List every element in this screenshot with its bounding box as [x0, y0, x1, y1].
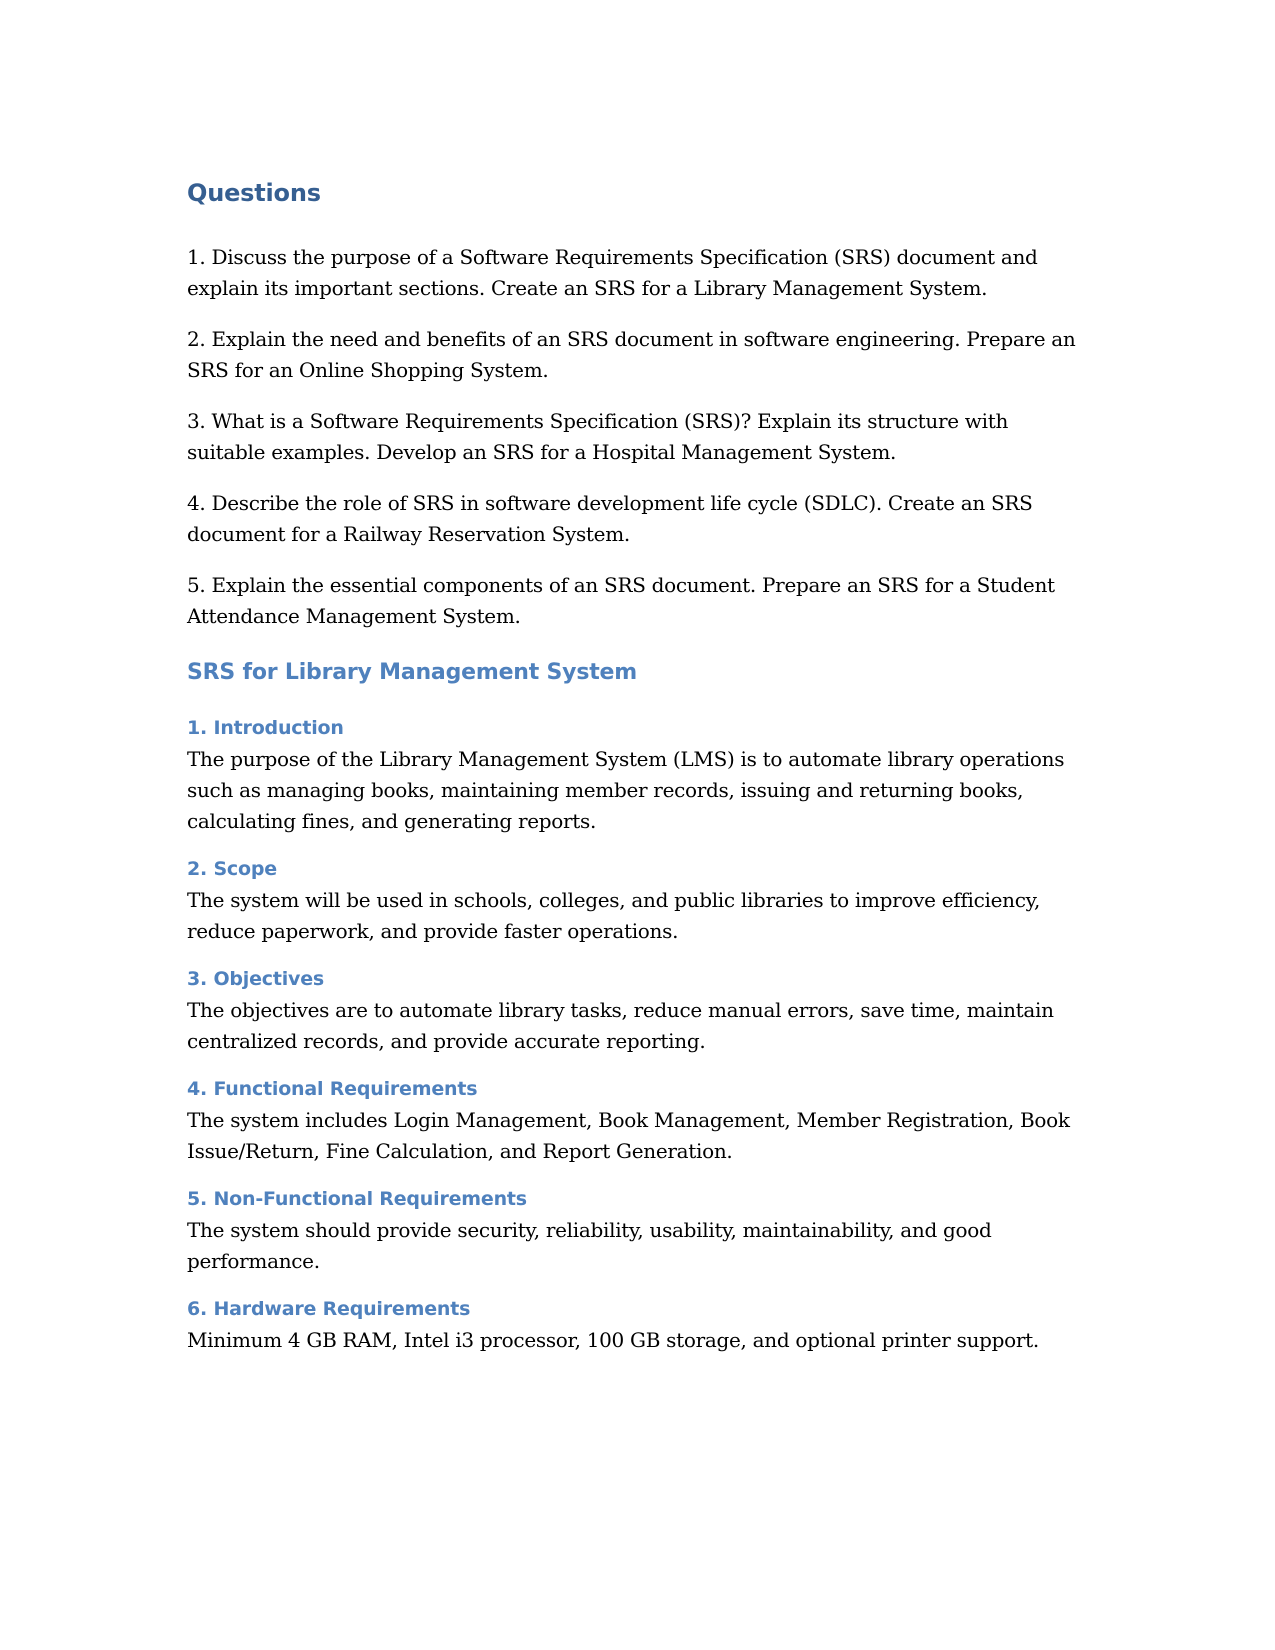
- srs-section-non-functional-requirements: [187, 1185, 1087, 1277]
- srs-section-hardware-requirements: [187, 1295, 1087, 1356]
- section-text: The objectives are to automate library tasks, reduce manual errors, save time, maintain centralized records, and provide accurate reporting.: [187, 998, 1054, 1053]
- question-item: 2. Explain the need and benefits of an SRS document in software engineering. Prepare an SRS for an Online Shopping System.: [187, 327, 1076, 382]
- question-item: 5. Explain the essential components of an SRS document. Prepare an SRS for a Student Attendance Management System.: [187, 573, 1055, 628]
- section-text: The system should provide security, reliability, usability, maintainability, and good performance.: [187, 1218, 992, 1273]
- section-text: Minimum 4 GB RAM, Intel i3 processor, 100 GB storage, and optional printer support.: [187, 1328, 1039, 1352]
- section-heading: 3. Objectives: [187, 968, 325, 990]
- section-text: The purpose of the Library Management System (LMS) is to automate library operations such as managing books, maintaining member records, issuing and returning books, calculating fines, and generating reports.: [187, 747, 1065, 833]
- srs-section-functional-requirements: [187, 1075, 1087, 1167]
- srs-title: SRS for Library Management System: [187, 660, 637, 685]
- section-heading: 4. Functional Requirements: [187, 1078, 478, 1100]
- srs-section-scope: [187, 855, 1087, 947]
- document-content: [187, 178, 1087, 1374]
- srs-section-introduction: [187, 714, 1087, 837]
- questions-heading: Questions: [187, 179, 321, 207]
- srs-section-objectives: [187, 965, 1087, 1057]
- section-heading: 5. Non-Functional Requirements: [187, 1188, 527, 1210]
- section-heading: 6. Hardware Requirements: [187, 1298, 471, 1320]
- section-heading: 2. Scope: [187, 858, 277, 880]
- question-item: 4. Describe the role of SRS in software development life cycle (SDLC). Create an SRS document for a Railway Reservation System.: [187, 491, 1033, 546]
- question-item: 1. Discuss the purpose of a Software Requirements Specification (SRS) document and explain its important sections. Create an SRS for a Library Management System.: [187, 245, 1038, 300]
- section-text: The system will be used in schools, colleges, and public libraries to improve efficiency, reduce paperwork, and provide faster operations.: [187, 888, 1041, 943]
- section-text: The system includes Login Management, Book Management, Member Registration, Book Issue/Return, Fine Calculation, and Report Generation.: [187, 1108, 1070, 1163]
- section-heading: 1. Introduction: [187, 717, 344, 739]
- question-item: 3. What is a Software Requirements Specification (SRS)? Explain its structure with suitable examples. Develop an SRS for a Hospital Management System.: [187, 409, 1009, 464]
